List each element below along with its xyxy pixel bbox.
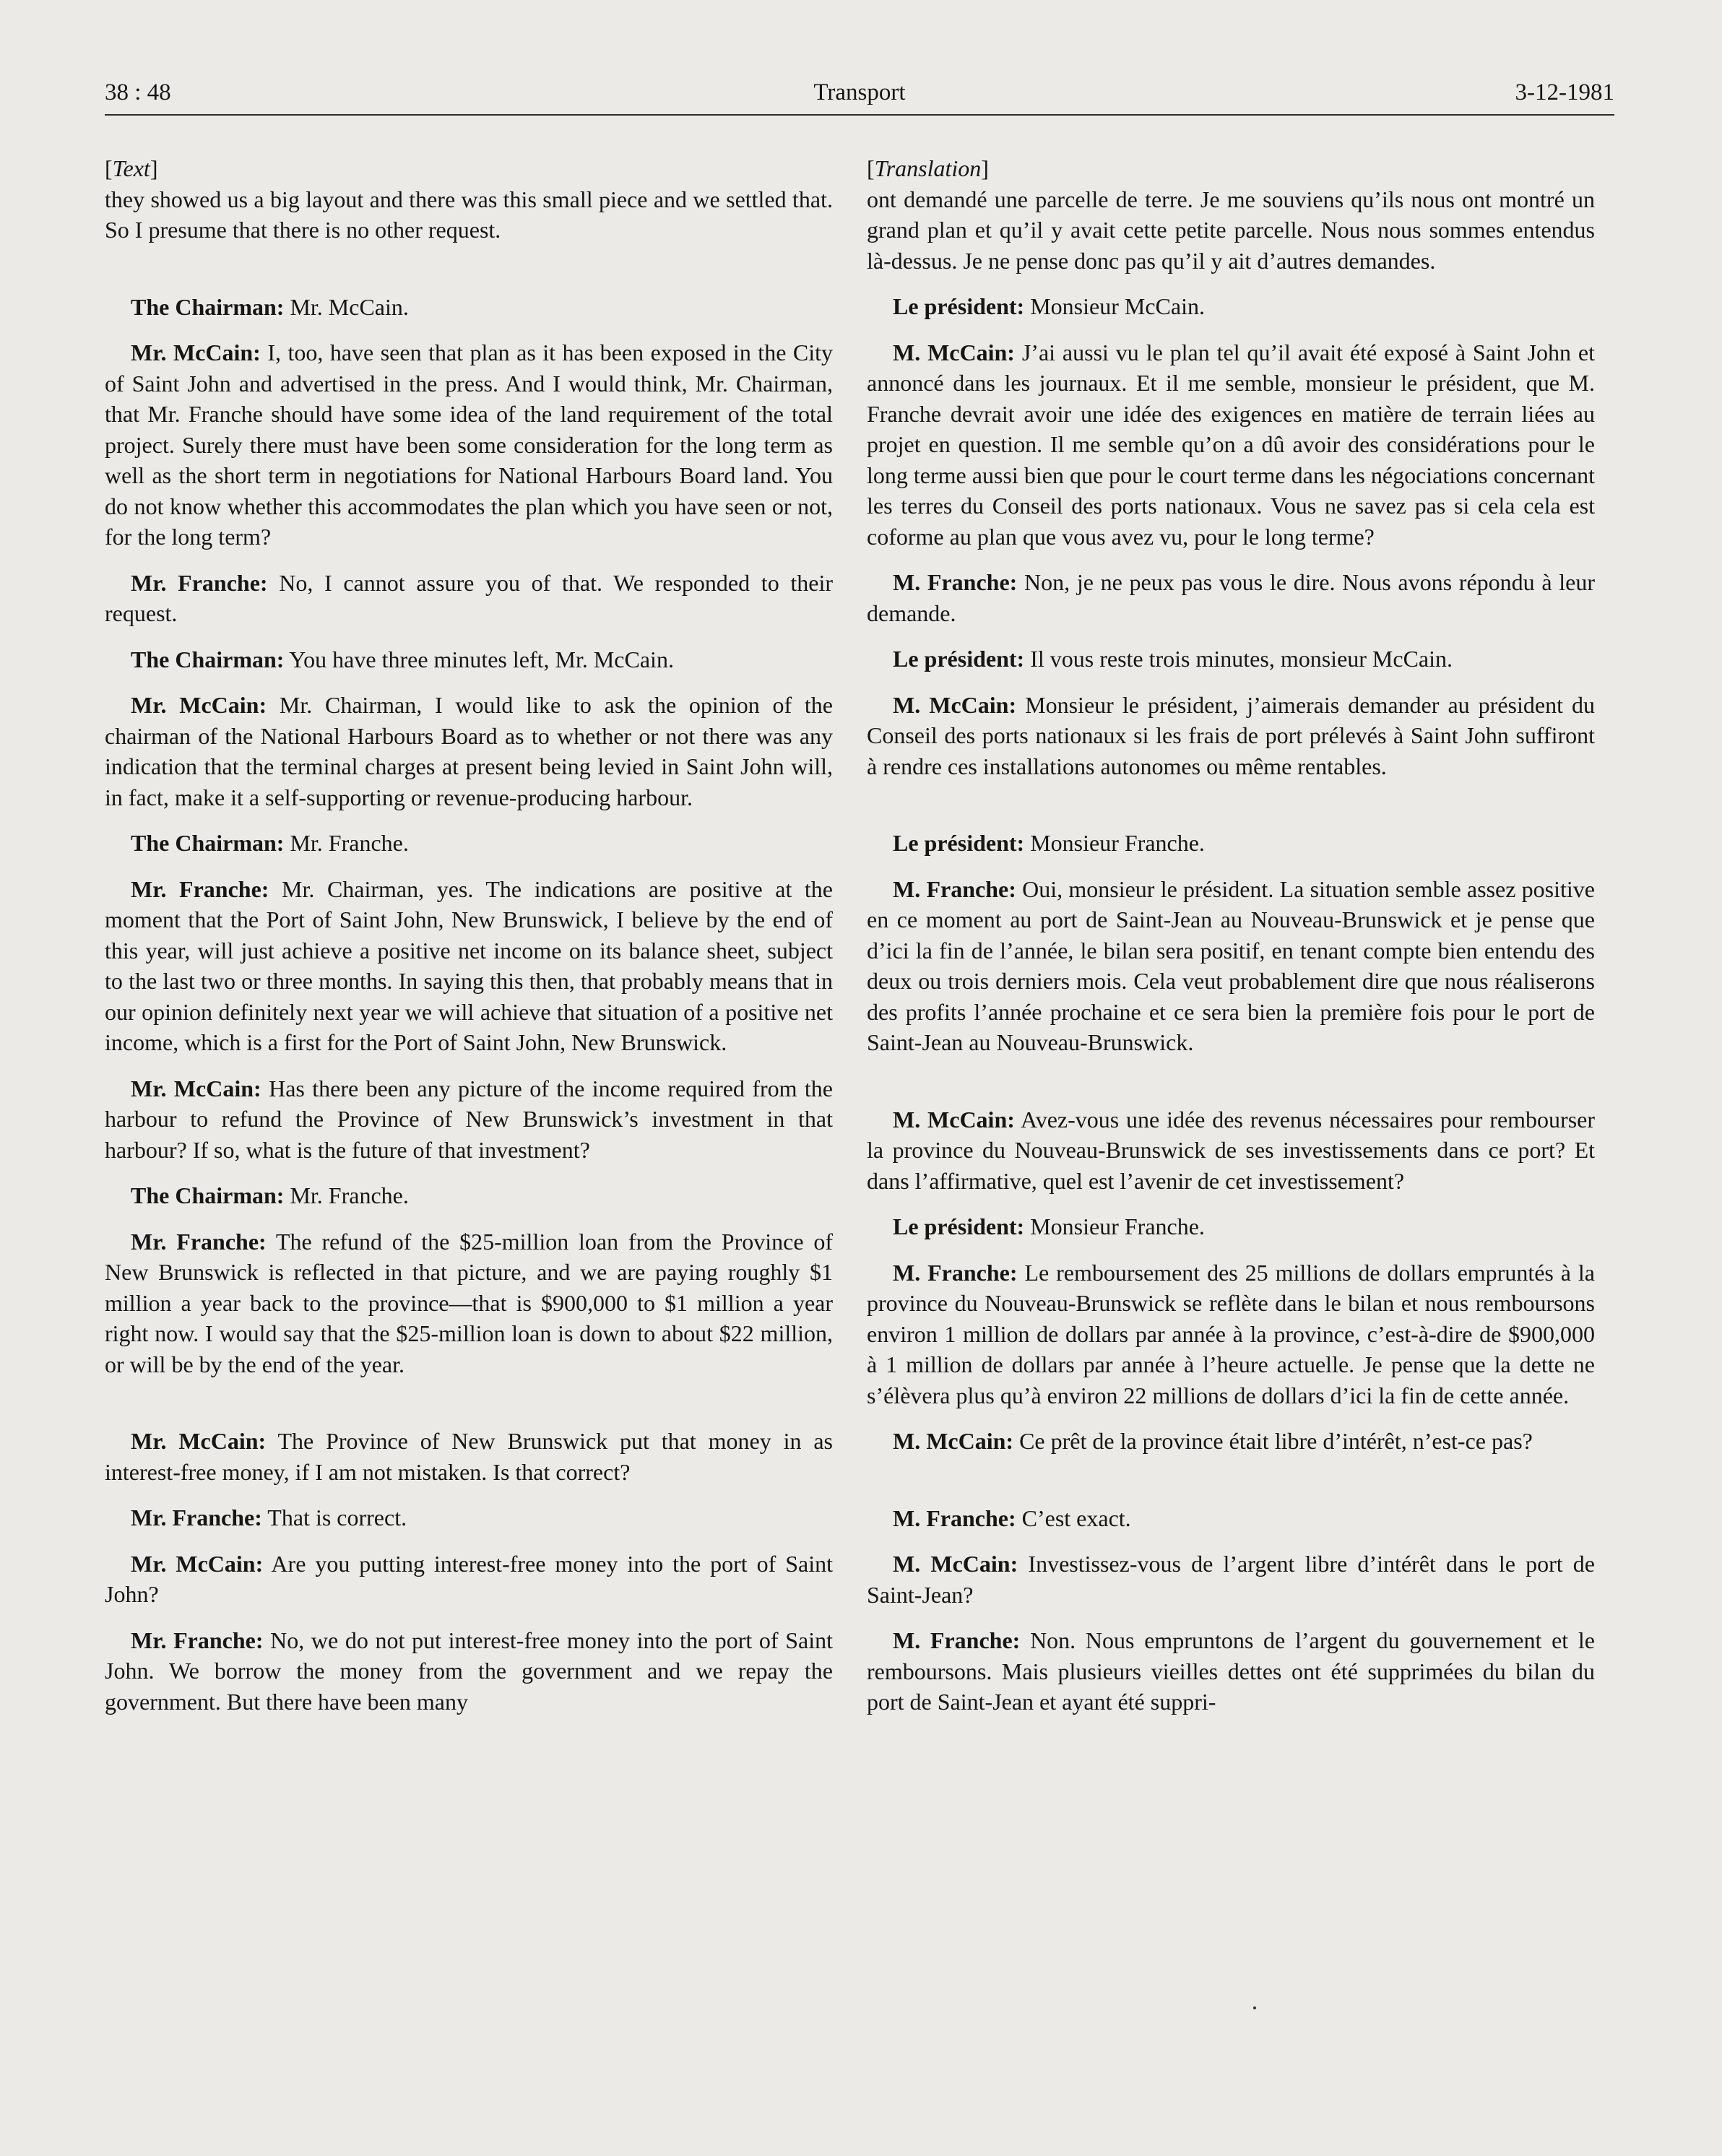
speech-text: Mr. Chairman, yes. The indications are positive at the moment that the Port of Saint John, New Brunswick, I believe by the end of this year, will just achieve a positive net income on its balance sheet, subject to the last two or three months. In saying this then, that probably means that in our opinion definitely next year we will achieve that situation of a positive net income, which is a first for the Port of Saint John, New Brunswick.	[105, 875, 834, 1055]
speaker-name: Le président:	[893, 646, 1025, 672]
speech-text: Are you putting interest-free money into the port of Saint John?	[105, 1550, 834, 1607]
speaker-name: Le président:	[893, 293, 1025, 319]
paragraph	[105, 1426, 833, 1487]
paragraph	[105, 1625, 833, 1718]
speech-text: You have three minutes left, Mr. McCain.	[284, 646, 674, 672]
paragraph	[867, 291, 1595, 322]
speaker-name: M. Franche:	[893, 1505, 1016, 1531]
speech-text: Il vous reste trois minutes, monsieur McCain.	[1024, 646, 1453, 672]
page-number: 38 : 48	[105, 79, 171, 105]
speech-text: Monsieur McCain.	[1024, 293, 1205, 319]
speaker-name: M. McCain:	[893, 339, 1015, 365]
paragraph	[105, 1073, 833, 1166]
page-date: 3-12-1981	[1515, 79, 1614, 105]
speech-text: Has there been any picture of the income required from the harbour to refund the Province of New Brunswick’s investment in that harbour? If so, what is the future of that investment?	[105, 1075, 834, 1163]
paragraph	[867, 828, 1595, 859]
paragraph	[105, 1502, 833, 1533]
paragraph	[867, 1257, 1595, 1411]
speech-text: Monsieur le président, j’aimerais demander au président du Conseil des ports nationaux si les frais de port prélevés à Saint John suffiront à rendre ces installations autonomes ou même rentables.	[867, 691, 1596, 779]
paragraph	[105, 644, 833, 675]
speech-text: Non, je ne peux pas vous le dire. Nous avons répondu à leur demande.	[867, 569, 1596, 626]
speech-text: No, we do not put interest-free money into the port of Saint John. We borrow the money from the government and we repay the government. But there have been many	[105, 1627, 834, 1715]
speaker-name: Mr. Franche:	[131, 1505, 262, 1531]
speaker-name: M. McCain:	[893, 1428, 1014, 1454]
speaker-name: Mr. Franche:	[131, 1627, 264, 1653]
paragraph	[105, 1180, 833, 1211]
paragraph	[105, 292, 833, 323]
speaker-name: M. Franche:	[893, 1627, 1021, 1653]
speech-text: Mr. Franche.	[284, 1182, 409, 1208]
paragraph	[867, 1211, 1595, 1242]
speech-text: Investissez-vous de l’argent libre d’intérêt dans le port de Saint-Jean?	[867, 1551, 1596, 1608]
speaker-name: M. McCain:	[893, 1106, 1015, 1133]
speaker-name: The Chairman:	[131, 1182, 285, 1208]
speaker-name: The Chairman:	[131, 830, 285, 856]
paragraph	[867, 1549, 1595, 1610]
speaker-name: Mr. Franche:	[131, 875, 269, 902]
speech-text: Mr. Chairman, I would like to ask the opinion of the chairman of the National Harbours Board as to whether or not there was any indication that the terminal charges at present being levied in Saint John will, in fact, make it a self-supporting or revenue-producing harbour.	[105, 692, 834, 810]
paragraph	[105, 1549, 833, 1610]
speaker-name: M. Franche:	[893, 569, 1018, 595]
french-column	[867, 153, 1595, 1718]
speaker-name: Mr. McCain:	[131, 1428, 267, 1454]
speech-text: Monsieur Franche.	[1024, 830, 1205, 856]
speech-text: Ce prêt de la province était libre d’intérêt, n’est-ce pas?	[1013, 1428, 1533, 1454]
running-title: Transport	[813, 79, 906, 105]
paragraph	[867, 644, 1595, 675]
speech-text: Non. Nous empruntons de l’argent du gouvernement et le remboursons. Mais plusieurs vieilles dettes ont été supprimées du bilan du port de Saint-Jean et ayant été suppri-	[867, 1627, 1596, 1715]
paragraph	[105, 828, 833, 859]
speech-text: Mr. McCain.	[284, 293, 409, 320]
speech-text: I, too, have seen that plan as it has been exposed in the City of Saint John and advertised in the press. And I would think, Mr. Chairman, that Mr. Franche should have some idea of the land requirement of the total project. Surely there must have been some consideration for the long term as well as the short term in negotiations for National Harbours Board land. You do not know whether this accommodates the plan which you have seen or not, for the long term?	[105, 339, 834, 550]
speaker-name: M. McCain:	[893, 691, 1017, 718]
speech-text: Avez-vous une idée des revenus nécessaires pour rembourser la province du Nouveau-Brunswick de ses investissements dans ce port? Et dans l’affirmative, quel est l’avenir de cet investissement?	[867, 1106, 1596, 1194]
speaker-name: M. Franche:	[893, 875, 1016, 902]
paragraph	[867, 184, 1595, 277]
speech-text: Monsieur Franche.	[1024, 1213, 1205, 1239]
paragraph	[867, 690, 1595, 782]
paragraph	[867, 337, 1595, 553]
speech-text: Oui, monsieur le président. La situation semble assez positive en ce moment au port de Saint-Jean au Nouveau-Brunswick et je pense que d’ici la fin de l’année, le bilan sera positif, en tenant compte bien entendu des deux ou trois derniers mois. Cela veut probablement dire que nous réaliserons des profits l’année prochaine et ce sera bien la première fois pour le port de Saint-Jean au Nouveau-Brunswick.	[867, 875, 1596, 1055]
speech-text: No, I cannot assure you of that. We responded to their request.	[105, 569, 834, 626]
page-header	[105, 79, 1614, 116]
speech-text: J’ai aussi vu le plan tel qu’il avait été exposé à Saint John et annoncé dans les journaux. Et il me semble, monsieur le président, que M. Franche devrait avoir une idée des exigences en matière de terrain liées au projet en question. Il me semble qu’on a dû avoir des considérations pour le long terme aussi bien que pour le court terme dans les négociations concernant les terres du Conseil des ports nationaux. Vous ne savez pas si cela cela est coforme au plan que vous avez vu, pour le long terme?	[867, 339, 1596, 550]
speaker-name: Mr. Franche:	[131, 569, 268, 596]
paragraph	[867, 1104, 1595, 1197]
speaker-name: Mr. Franche:	[131, 1228, 267, 1255]
paragraph	[105, 184, 833, 246]
paragraph	[105, 337, 833, 553]
speech-text: Le remboursement des 25 millions de dollars empruntés à la province du Nouveau-Brunswick se reflète dans le bilan et nous remboursons environ 1 million de dollars par année à la province, c’est-à-dire de $900,000 à 1 million de dollars par année à l’heure actuelle. Je pense que la dette ne s’élèvera plus qu’à environ 22 millions de dollars d’ici la fin de cette année.	[867, 1259, 1595, 1408]
speaker-name: Mr. McCain:	[131, 692, 267, 718]
speech-text: That is correct.	[261, 1505, 407, 1531]
stray-dot	[1253, 2006, 1256, 2009]
language-tag-text: [Text]	[105, 155, 158, 181]
paragraph	[867, 1426, 1595, 1457]
english-column	[105, 153, 833, 1717]
speech-text: The refund of the $25-million loan from the Province of New Brunswick is reflected in that picture, and we are paying roughly $1 million a year back to the province—that is $900,000 to $1 million a year right now. I would say that the $25-million loan is down to about $22 million, or will be by the end of the year.	[105, 1228, 834, 1377]
speaker-name: M. McCain:	[893, 1551, 1018, 1577]
speaker-name: Mr. McCain:	[131, 339, 261, 365]
paragraph	[867, 567, 1595, 628]
speech-text: C’est exact.	[1016, 1505, 1131, 1531]
paragraph	[867, 1503, 1595, 1534]
speaker-name: The Chairman:	[131, 646, 285, 672]
speaker-name: The Chairman:	[131, 293, 285, 320]
paragraph	[105, 690, 833, 813]
paragraph	[867, 874, 1595, 1058]
paragraph	[105, 1226, 833, 1380]
language-tag-translation: [Translation]	[867, 155, 989, 181]
speech-text: Mr. Franche.	[284, 830, 409, 856]
speaker-name: M. Franche:	[893, 1259, 1018, 1286]
speaker-name: Mr. McCain:	[131, 1550, 264, 1577]
paragraph	[105, 568, 833, 629]
speaker-name: Mr. McCain:	[131, 1075, 261, 1101]
speaker-name: Le président:	[893, 1213, 1025, 1239]
speech-text: The Province of New Brunswick put that money in as interest-free money, if I am not mistaken. Is that correct?	[105, 1428, 834, 1485]
speaker-name: Le président:	[893, 830, 1025, 856]
paragraph	[867, 1625, 1595, 1718]
speech-text: they showed us a big layout and there was this small piece and we settled that. So I presume that there is no other request.	[105, 186, 833, 243]
header-rule	[105, 114, 1614, 116]
paragraph	[105, 874, 833, 1058]
speech-text: ont demandé une parcelle de terre. Je me souviens qu’ils nous ont montré un grand plan et qu’il y avait cette petite parcelle. Nous nous sommes entendus là-dessus. Je ne pense donc pas qu’il y ait d’autres demandes.	[867, 186, 1595, 274]
